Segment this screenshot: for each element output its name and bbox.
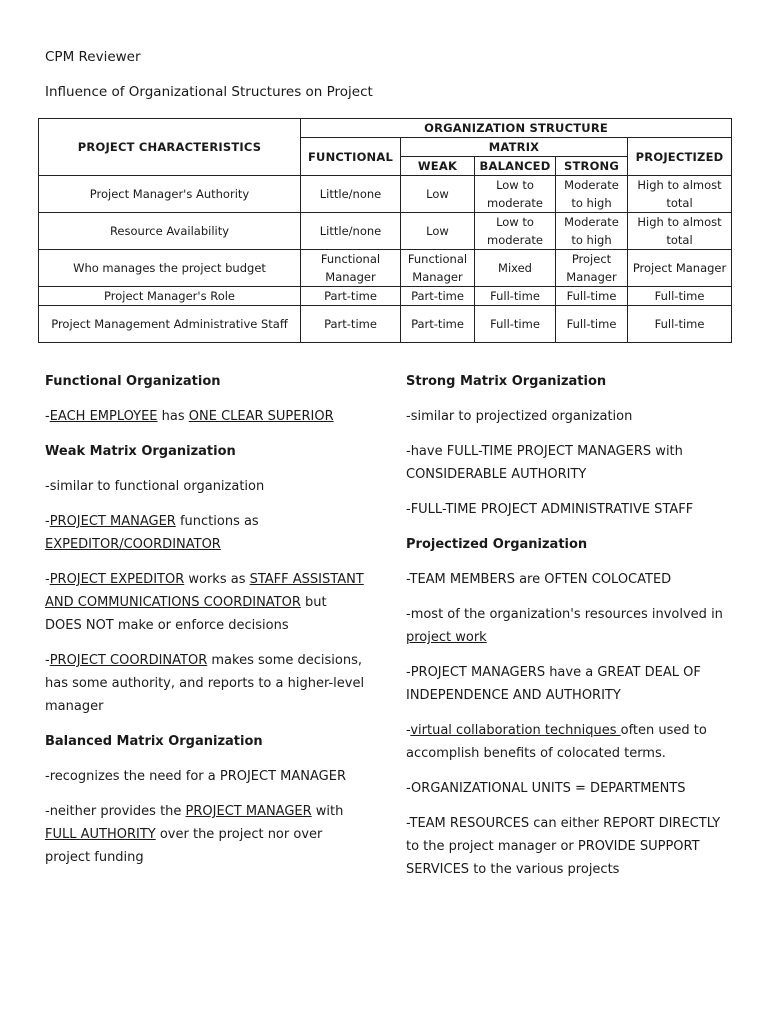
note-text: - xyxy=(45,572,50,587)
note-text: but DOES NOT make or enforce decisions xyxy=(45,595,327,633)
note-text: - xyxy=(406,723,411,738)
table-cell: Moderate to high xyxy=(556,176,628,213)
table-cell: Full-time xyxy=(475,287,556,306)
underlined-term: STAFF ASSISTANT AND COMMUNICATIONS COORDINATOR xyxy=(45,572,364,610)
projectized-note xyxy=(406,603,726,649)
table-cell: Part-time xyxy=(301,287,401,306)
table-cell: Low xyxy=(401,213,475,250)
underlined-term: PROJECT EXPEDITOR xyxy=(49,572,185,587)
balanced-matrix-note: -recognizes the need for a PROJECT MANAGER xyxy=(45,769,346,784)
projectized-note: -TEAM RESOURCES can either REPORT DIRECTLY to the project manager or PROVIDE SUPPORT SERVICES to the various projects xyxy=(406,816,721,877)
weak-matrix-note xyxy=(45,568,365,637)
underlined-term: EACH EMPLOYEE xyxy=(49,409,158,424)
weak-matrix-note xyxy=(45,649,365,718)
row-label: Who manages the project budget xyxy=(39,250,301,287)
projectized-note xyxy=(406,719,726,765)
table-row xyxy=(39,176,732,213)
table-cell: Full-time xyxy=(475,306,556,343)
header-weak: WEAK xyxy=(401,157,475,176)
header-project-characteristics: PROJECT CHARACTERISTICS xyxy=(39,119,301,176)
table-cell: Little/none xyxy=(301,213,401,250)
functional-organization-heading: Functional Organization xyxy=(45,374,221,389)
row-label: Project Manager's Role xyxy=(39,287,301,306)
projectized-note: -TEAM MEMBERS are OFTEN COLOCATED xyxy=(406,572,672,587)
table-cell: Little/none xyxy=(301,176,401,213)
table-cell: Full-time xyxy=(556,287,628,306)
table-cell: High to almost total xyxy=(628,213,732,250)
header-organization-structure: ORGANIZATION STRUCTURE xyxy=(301,119,732,138)
underlined-term: PROJECT MANAGER xyxy=(49,514,176,529)
table-cell: Full-time xyxy=(628,306,732,343)
note-text: with xyxy=(311,804,344,819)
table-cell: Functional Manager xyxy=(301,250,401,287)
header-projectized: PROJECTIZED xyxy=(628,138,732,176)
table-cell: Project Manager xyxy=(556,250,628,287)
table-cell: Low xyxy=(401,176,475,213)
header-strong: STRONG xyxy=(556,157,628,176)
functional-note xyxy=(45,405,365,428)
note-text: works as xyxy=(184,572,250,587)
table-cell: Part-time xyxy=(401,287,475,306)
table-cell: Full-time xyxy=(628,287,732,306)
note-text: often used to accomplish benefits of colocated terms. xyxy=(406,723,707,761)
table-cell: Part-time xyxy=(301,306,401,343)
header-functional: FUNCTIONAL xyxy=(301,138,401,176)
weak-matrix-heading: Weak Matrix Organization xyxy=(45,444,236,459)
note-text: makes some decisions, has some authority, and reports to a higher-level manager xyxy=(45,653,365,714)
table-cell: Moderate to high xyxy=(556,213,628,250)
table-cell: High to almost total xyxy=(628,176,732,213)
table-cell: Mixed xyxy=(475,250,556,287)
left-notes-column xyxy=(45,370,365,881)
weak-matrix-note xyxy=(45,510,365,556)
table-cell: Functional Manager xyxy=(401,250,475,287)
header-matrix: MATRIX xyxy=(401,138,628,157)
strong-matrix-heading: Strong Matrix Organization xyxy=(406,374,607,389)
underlined-term: PROJECT COORDINATOR xyxy=(49,653,208,668)
balanced-matrix-note xyxy=(45,800,365,869)
projectized-note: -ORGANIZATIONAL UNITS = DEPARTMENTS xyxy=(406,781,686,796)
row-label: Resource Availability xyxy=(39,213,301,250)
document-title: CPM Reviewer xyxy=(45,49,141,65)
note-text: has xyxy=(157,409,189,424)
projectized-heading: Projectized Organization xyxy=(406,537,588,552)
row-label: Project Management Administrative Staff xyxy=(39,306,301,343)
note-text: -most of the organization's resources involved in xyxy=(406,607,723,622)
right-notes-column xyxy=(406,370,726,893)
underlined-term: FULL AUTHORITY xyxy=(45,827,156,842)
projectized-note: -PROJECT MANAGERS have a GREAT DEAL OF INDEPENDENCE AND AUTHORITY xyxy=(406,665,701,703)
note-text: - xyxy=(45,409,50,424)
note-text: over the project nor over project funding xyxy=(45,827,323,865)
table-row xyxy=(39,250,732,287)
table-cell: Low to moderate xyxy=(475,213,556,250)
underlined-term: project work xyxy=(406,630,487,645)
table-cell: Project Manager xyxy=(628,250,732,287)
document-subtitle: Influence of Organizational Structures on Project xyxy=(45,84,373,100)
note-text: -neither provides the xyxy=(45,804,186,819)
note-text: functions as xyxy=(175,514,259,529)
note-text: - xyxy=(45,653,50,668)
table-cell: Full-time xyxy=(556,306,628,343)
underlined-term: virtual collaboration techniques xyxy=(410,723,621,738)
strong-matrix-note: -similar to projectized organization xyxy=(406,409,633,424)
row-label: Project Manager's Authority xyxy=(39,176,301,213)
organization-structure-table xyxy=(38,118,732,343)
underlined-term: ONE CLEAR SUPERIOR xyxy=(188,409,334,424)
table-cell: Low to moderate xyxy=(475,176,556,213)
balanced-matrix-heading: Balanced Matrix Organization xyxy=(45,734,263,749)
header-balanced: BALANCED xyxy=(475,157,556,176)
underlined-term: EXPEDITOR/COORDINATOR xyxy=(45,537,221,552)
table-row xyxy=(39,306,732,343)
strong-matrix-note: -FULL-TIME PROJECT ADMINISTRATIVE STAFF xyxy=(406,502,694,517)
weak-matrix-note: -similar to functional organization xyxy=(45,479,265,494)
table-cell: Part-time xyxy=(401,306,475,343)
underlined-term: PROJECT MANAGER xyxy=(185,804,312,819)
table-row xyxy=(39,213,732,250)
strong-matrix-note: -have FULL-TIME PROJECT MANAGERS with CONSIDERABLE AUTHORITY xyxy=(406,444,683,482)
note-text: - xyxy=(45,514,50,529)
table-row xyxy=(39,287,732,306)
